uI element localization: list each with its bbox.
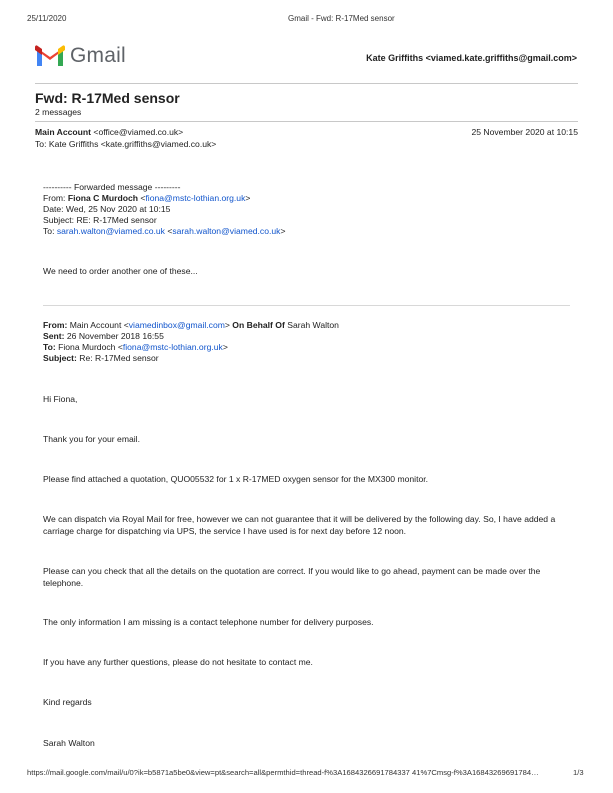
signature: Sarah Walton	[43, 738, 95, 748]
divider-top	[35, 83, 578, 84]
print-url: https://mail.google.com/mail/u/0?ik=b5871a5be0&view=pt&search=all&permthid=thread-f%3A1684326691784337 41%7Cmsg-f%3A16843269691784…	[27, 768, 539, 777]
sender-email: <office@viamed.co.uk>	[93, 127, 184, 137]
quoted-sent: Sent: 26 November 2018 16:55	[43, 331, 164, 341]
quoted-subject: Subject: Re: R-17Med sensor	[43, 353, 159, 363]
print-title: Gmail - Fwd: R-17Med sensor	[288, 14, 395, 23]
quoted-to: To: Fiona Murdoch <fiona@mstc-lothian.org.uk>	[43, 342, 228, 352]
greeting: Hi Fiona,	[43, 394, 78, 404]
forwarded-subject: Subject: RE: R-17Med sensor	[43, 215, 157, 225]
quoted-from: From: Main Account <viamedinbox@gmail.com> On Behalf Of Sarah Walton	[43, 320, 339, 330]
paragraph-5: The only information I am missing is a contact telephone number for delivery purposes.	[43, 617, 374, 627]
forwarded-to-email-link[interactable]: sarah.walton@viamed.co.uk	[56, 226, 165, 236]
quoted-to-email-link[interactable]: fiona@mstc-lothian.org.uk	[122, 342, 223, 352]
message-date: 25 November 2020 at 10:15	[471, 127, 578, 137]
gmail-logo	[35, 44, 65, 69]
print-page: 1/3	[573, 768, 584, 777]
paragraph-2: Please find attached a quotation, QUO05532 for 1 x R-17MED oxygen sensor for the MX300 monitor.	[43, 474, 429, 484]
body-intro: We need to order another one of these...	[43, 266, 198, 276]
thread-count: 2 messages	[35, 107, 82, 117]
account-email: Kate Griffiths <viamed.kate.griffiths@gmail.com>	[366, 53, 577, 63]
forwarded-to: To: sarah.walton@viamed.co.uk <sarah.walton@viamed.co.uk>	[43, 226, 286, 236]
divider-thread	[35, 121, 578, 122]
paragraph-4: Please can you check that all the details on the quotation are correct. If you would like to go ahead, payment can be made over the telephone.	[43, 566, 541, 588]
forwarded-date: Date: Wed, 25 Nov 2020 at 10:15	[43, 204, 171, 214]
message-to: To: Kate Griffiths <kate.griffiths@viamed.co.uk>	[35, 139, 217, 149]
message-from	[35, 127, 183, 137]
forwarded-marker: ---------- Forwarded message ---------	[43, 182, 181, 192]
paragraph-1: Thank you for your email.	[43, 434, 140, 444]
paragraph-6: If you have any further questions, please do not hesitate to contact me.	[43, 657, 313, 667]
paragraph-3: We can dispatch via Royal Mail for free, however we can not guarantee that it will be delivered by the following day. So, I have added a carriage charge for dispatching via UPS, the service I have used is for next day before 12 noon.	[43, 514, 556, 536]
quoted-from-email-link[interactable]: viamedinbox@gmail.com	[128, 320, 225, 330]
forwarded-to-email-link-2[interactable]: sarah.walton@viamed.co.uk	[172, 226, 281, 236]
gmail-wordmark: Gmail	[70, 44, 126, 67]
divider-quote	[43, 305, 570, 306]
closing: Kind regards	[43, 697, 92, 707]
thread-subject: Fwd: R-17Med sensor	[35, 90, 180, 106]
print-date: 25/11/2020	[27, 14, 67, 23]
forwarded-from-email-link[interactable]: fiona@mstc-lothian.org.uk	[145, 193, 246, 203]
gmail-m-icon	[35, 44, 65, 67]
sender-name: Main Account	[35, 127, 92, 137]
forwarded-from: From: Fiona C Murdoch <fiona@mstc-lothian.org.uk>	[43, 193, 251, 203]
